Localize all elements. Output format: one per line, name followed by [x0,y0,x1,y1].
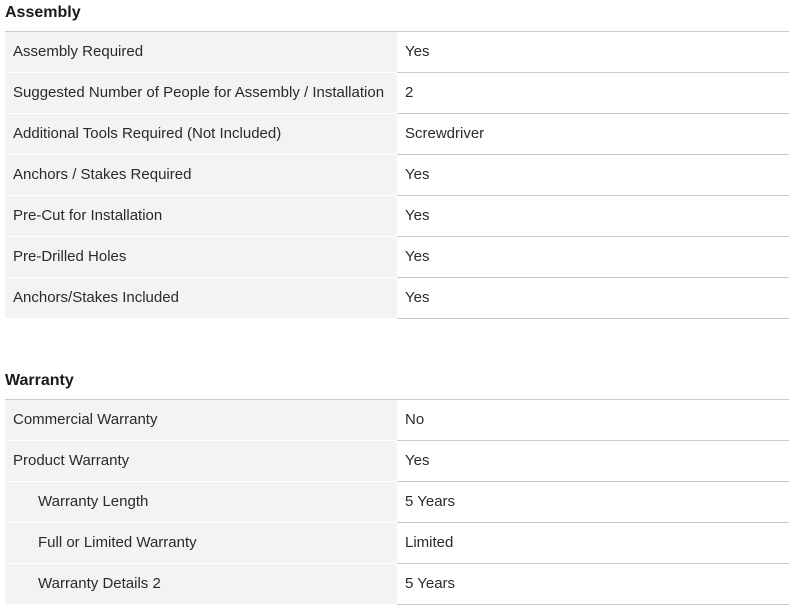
table-row [5,564,789,605]
spec-value: Yes [397,155,789,196]
table-row [5,237,789,278]
spec-label: Anchors/Stakes Included [5,278,397,319]
spec-label: Additional Tools Required (Not Included) [5,114,397,155]
warranty-spec-table [5,399,789,605]
table-row [5,73,789,114]
spec-label: Pre-Drilled Holes [5,237,397,278]
spec-label: Anchors / Stakes Required [5,155,397,196]
spec-value: Yes [397,32,789,73]
spec-label: Pre-Cut for Installation [5,196,397,237]
warranty-section-title: Warranty [5,372,74,389]
spec-label: Full or Limited Warranty [5,523,397,564]
spec-value: Yes [397,441,789,482]
assembly-spec-table [5,31,789,319]
table-row [5,523,789,564]
spec-value: Yes [397,278,789,319]
spec-label: Warranty Length [5,482,397,523]
table-row [5,196,789,237]
table-row [5,400,789,441]
table-row [5,441,789,482]
assembly-section-title: Assembly [5,4,81,21]
spec-label: Suggested Number of People for Assembly / Installation [5,73,397,114]
spec-label: Warranty Details 2 [5,564,397,605]
spec-value: 5 Years [397,482,789,523]
table-row [5,114,789,155]
table-row [5,155,789,196]
spec-value: 5 Years [397,564,789,605]
spec-label: Assembly Required [5,32,397,73]
table-row [5,278,789,319]
spec-label: Product Warranty [5,441,397,482]
spec-value: No [397,400,789,441]
table-row [5,482,789,523]
spec-value: Yes [397,196,789,237]
spec-value: Limited [397,523,789,564]
table-row [5,32,789,73]
spec-value: Yes [397,237,789,278]
spec-value: 2 [397,73,789,114]
spec-value: Screwdriver [397,114,789,155]
spec-label: Commercial Warranty [5,400,397,441]
